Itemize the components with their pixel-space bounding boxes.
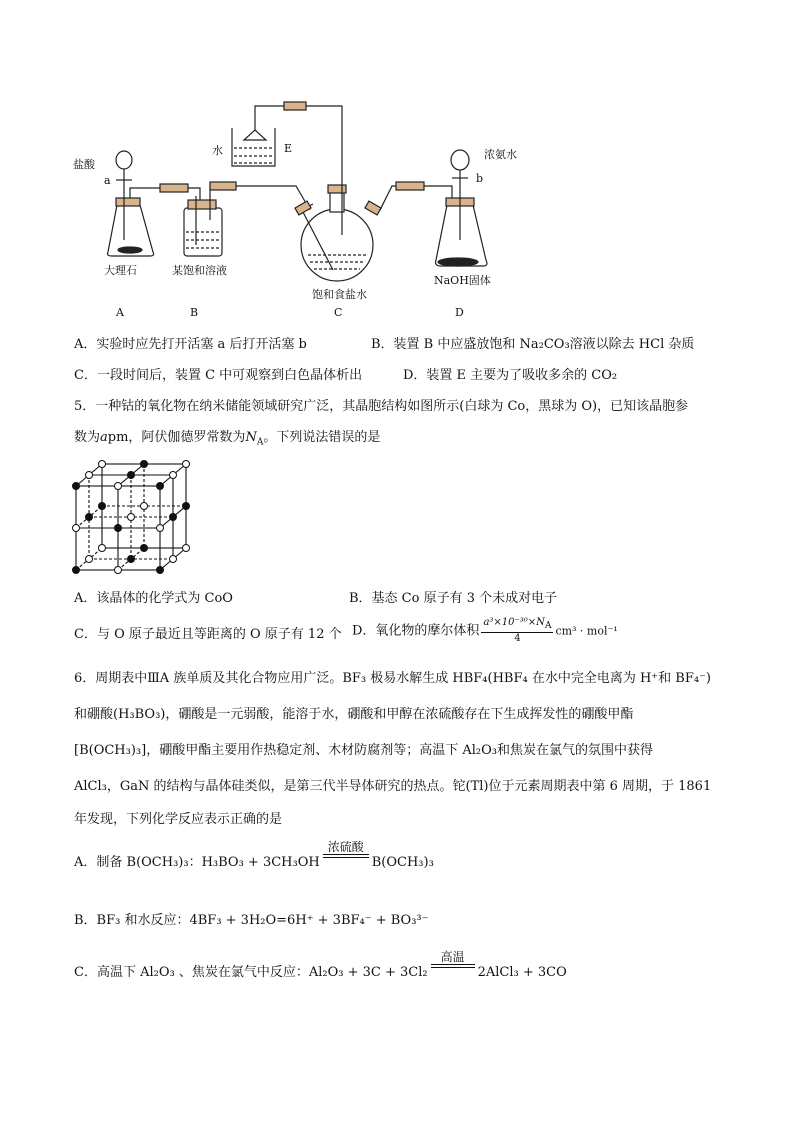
q6-option-c-lhs: C．高温下 Al₂O₃ 、焦炭在氯气中反应：Al₂O₃ + 3C + 3Cl₂ xyxy=(74,965,428,980)
label-solution-b: 某饱和溶液 xyxy=(172,264,227,277)
label-water: 水 xyxy=(212,144,223,157)
label-brine: 饱和食盐水 xyxy=(312,288,367,301)
fraction-denominator: 4 xyxy=(514,633,521,644)
label-D: D xyxy=(455,306,464,319)
q5-stem-line1: 5．一种钴的氧化物在纳米储能领域研究广泛，其晶胞结构如图所示(白球为 Co，黑球为 O)，已知该晶胞参 xyxy=(74,399,689,414)
molar-volume-unit: cm³ · mol⁻¹ xyxy=(555,624,618,638)
q5-option-d-label: D．氧化物的摩尔体积 xyxy=(352,623,480,639)
reaction-condition: 浓硫酸 xyxy=(323,840,369,855)
fraction-numerator xyxy=(481,617,553,633)
q6-option-a xyxy=(74,840,434,872)
q6-stem-line2: 和硼酸(H₃BO₃)，硼酸是一元弱酸，能溶于水，硼酸和甲醇在浓硫酸存在下生成挥发性的硼酸甲酯 xyxy=(74,707,634,722)
label-valve-a: a xyxy=(104,174,111,187)
q5-var-a: a xyxy=(100,430,108,445)
q4-option-c: C．一段时间后，装置 C 中可观察到白色晶体析出 xyxy=(74,368,363,383)
label-C: C xyxy=(334,306,343,319)
q5-option-a: A．该晶体的化学式为 CoO xyxy=(74,591,233,606)
q5-text: 。下列说法错误的是 xyxy=(263,430,381,445)
q5-var-na-sub: A xyxy=(256,437,264,448)
q6-option-c-rhs: 2AlCl₃ + 3CO xyxy=(477,965,567,980)
label-e: E xyxy=(284,142,293,155)
q6-stem-line3: [B(OCH₃)₃]，硼酸甲酯主要用作热稳定剂、木材防腐剂等；高温下 Al₂O₃和焦炭在氯气的氛围中获得 xyxy=(74,743,653,758)
q6-stem-line4: AlCl₃，GaN 的结构与晶体硅类似，是第三代半导体研究的热点。铊(Tl)位于元素周期表中第 6 周期，于 1861 xyxy=(74,779,712,794)
q6-option-b: B．BF₃ 和水反应：4BF₃ + 3H₂O=6H⁺ + 3BF₄⁻ + BO₃³⁻ xyxy=(74,913,429,928)
q6-stem-line1: 6．周期表中ⅢA 族单质及其化合物应用广泛。BF₃ 极易水解生成 HBF₄(HBF₄ 在水中完全电离为 H⁺和 BF₄⁻) xyxy=(74,671,712,686)
reaction-arrow-conc-h2so4 xyxy=(323,840,369,872)
label-naoh: NaOH固体 xyxy=(434,274,491,287)
label-hcl: 盐酸 xyxy=(73,158,95,171)
reaction-arrow-high-temp xyxy=(431,950,475,982)
q6-option-a-rhs: B(OCH₃)₃ xyxy=(371,855,434,870)
q5-var-na: N xyxy=(245,430,257,445)
molar-volume-fraction xyxy=(481,617,553,645)
equals-line xyxy=(431,965,475,968)
q4-option-a: A．实验时应先打开活塞 a 后打开活塞 b xyxy=(74,337,307,352)
q5-option-d xyxy=(352,617,618,645)
label-valve-b: b xyxy=(476,172,484,185)
fraction-numerator-text: a³×10⁻³⁰×N xyxy=(483,617,545,628)
q6-option-c xyxy=(74,950,567,982)
reaction-condition: 高温 xyxy=(431,950,475,965)
label-marble: 大理石 xyxy=(104,264,137,277)
equals-line xyxy=(323,855,369,858)
q5-text: pm，阿伏伽德罗常数为 xyxy=(107,430,246,445)
q6-stem-line5: 年发现，下列化学反应表示正确的是 xyxy=(74,812,283,827)
label-A: A xyxy=(116,306,124,319)
q5-option-b: B．基态 Co 原子有 3 个未成对电子 xyxy=(349,591,558,606)
q4-option-b: B．装置 B 中应盛放饱和 Na₂CO₃溶液以除去 HCl 杂质 xyxy=(371,337,695,352)
q5-text: 数为 xyxy=(74,430,101,445)
fraction-numerator-sub: A xyxy=(544,621,552,631)
q4-option-d: D．装置 E 主要为了吸收多余的 CO₂ xyxy=(403,368,618,383)
q5-option-c: C．与 O 原子最近且等距离的 O 原子有 12 个 xyxy=(74,627,342,642)
q6-option-a-lhs: A．制备 B(OCH₃)₃：H₃BO₃ + 3CH₃OH xyxy=(74,855,320,870)
label-ammonia: 浓氨水 xyxy=(484,148,517,161)
label-B: B xyxy=(190,306,199,319)
